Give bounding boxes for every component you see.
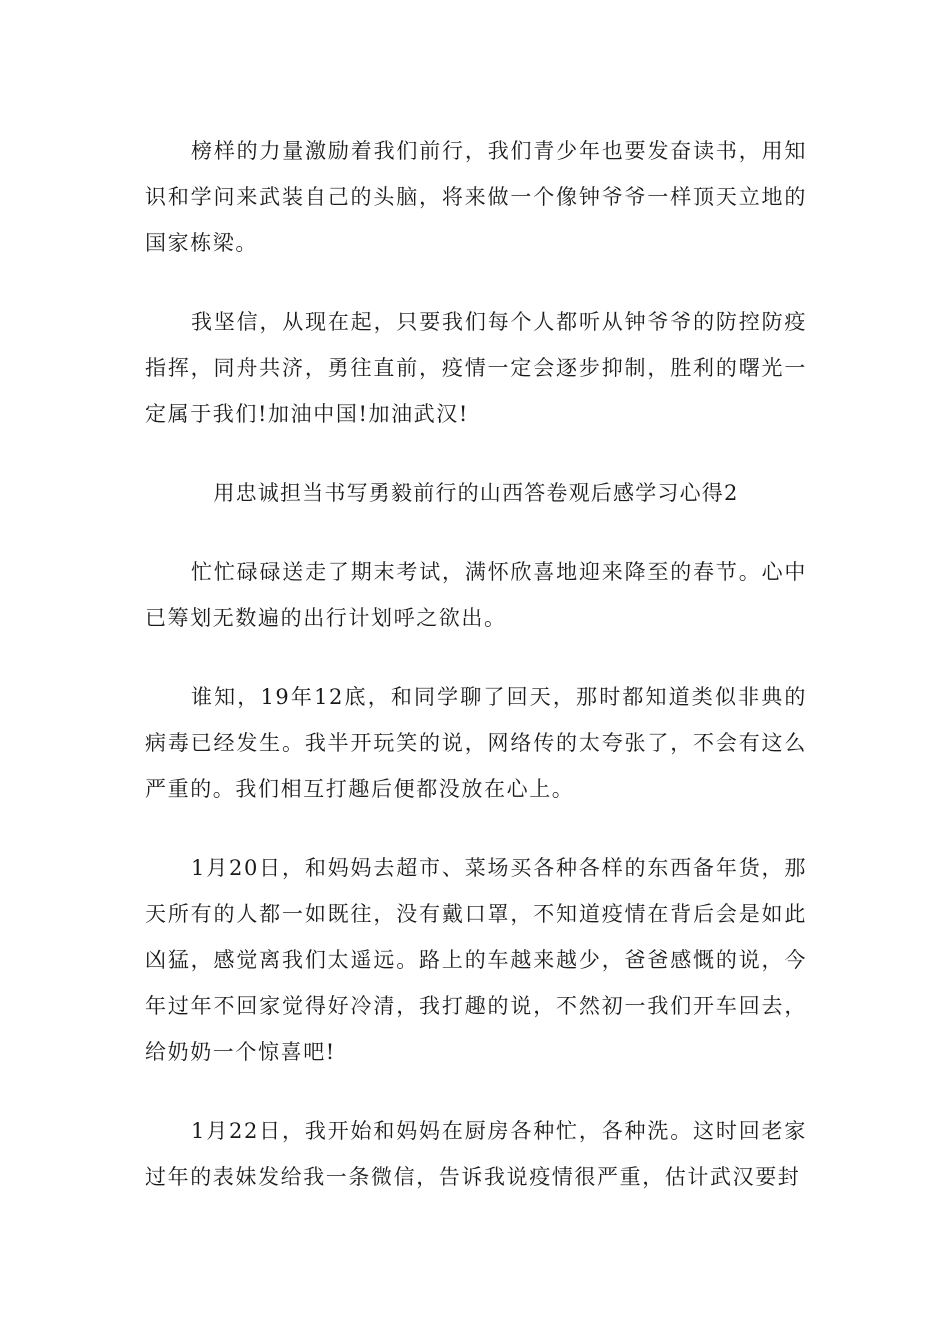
paragraph: 忙忙碌碌送走了期末考试，满怀欣喜地迎来降至的春节。心中已筹划无数遍的出行计划呼之欲出。 <box>145 560 807 630</box>
paragraph: 谁知，19年12底，和同学聊了回天，那时都知道类似非典的病毒已经发生。我半开玩笑的说，网络传的太夸张了，不会有这么严重的。我们相互打趣后便都没放在心上。 <box>145 685 807 801</box>
paragraph: 1月20日，和妈妈去超市、菜场买各种各样的东西备年货，那天所有的人都一如既往，没有戴口罩，不知道疫情在背后会是如此凶猛，感觉离我们太遥远。路上的车越来越少，爸爸感慨的说，今年过年不回家觉得好冷清，我打趣的说，不然初一我们开车回去，给奶奶一个惊喜吧! <box>145 856 807 1064</box>
paragraph: 榜样的力量激励着我们前行，我们青少年也要发奋读书，用知识和学问来武装自己的头脑，将来做一个像钟爷爷一样顶天立地的国家栋梁。 <box>145 139 807 255</box>
section-heading: 用忠诚担当书写勇毅前行的山西答卷观后感学习心得2 <box>213 481 739 505</box>
paragraph: 1月22日，我开始和妈妈在厨房各种忙，各种洗。这时回老家过年的表妹发给我一条微信，告诉我说疫情很严重，估计武汉要封 <box>145 1119 807 1189</box>
document-body <box>145 128 807 1233</box>
paragraph: 我坚信，从现在起，只要我们每个人都听从钟爷爷的防控防疫指挥，同舟共济，勇往直前，疫情一定会逐步抑制，胜利的曙光一定属于我们!加油中国!加油武汉! <box>145 310 807 426</box>
